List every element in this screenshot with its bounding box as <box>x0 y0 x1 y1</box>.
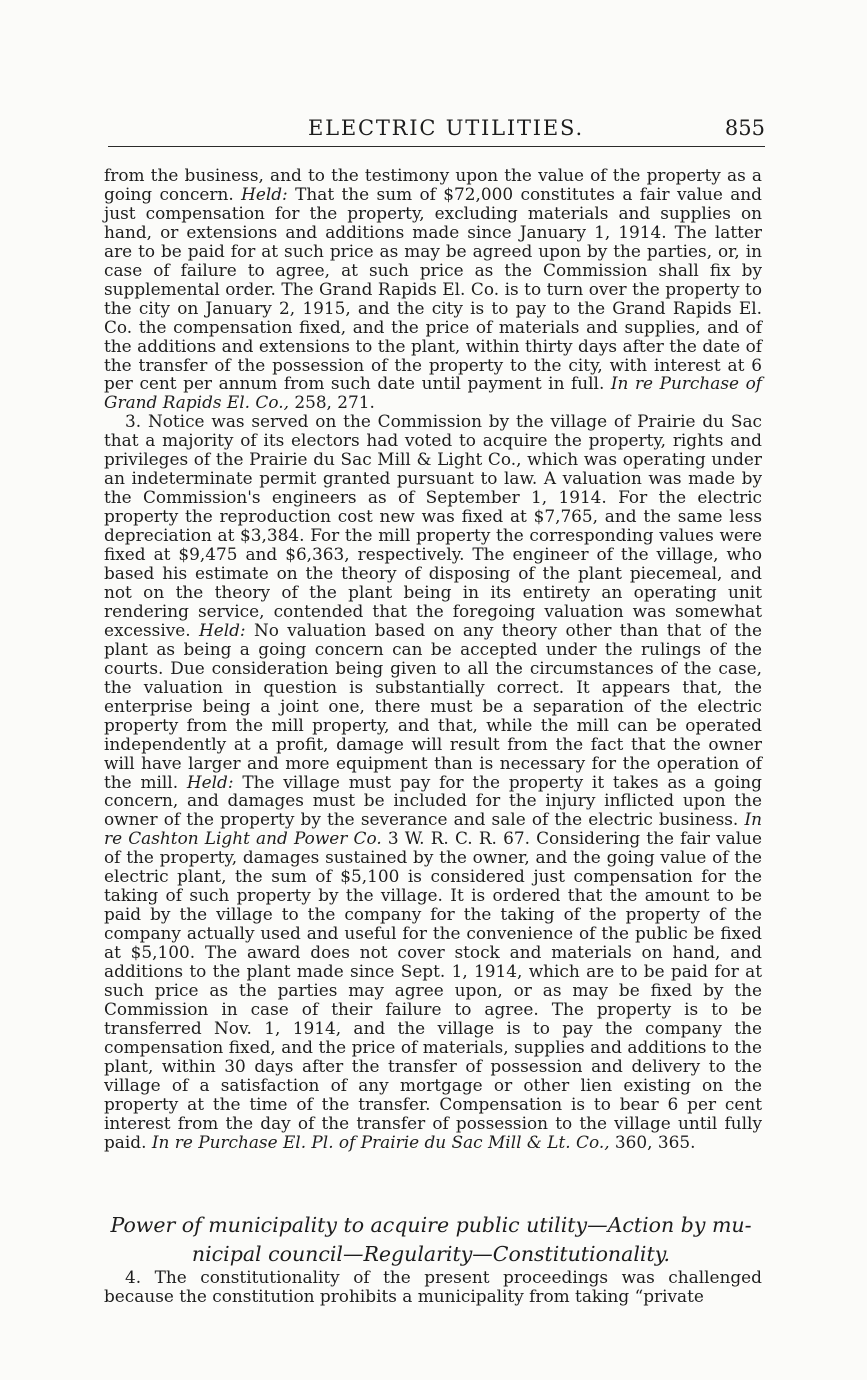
paragraph-prairie-du-sac: 3. Notice was served on the Commission by the village of Prairie du Sac that a majority of its electors had voted to acquire the property, rights and privileges of the Prairie du Sac Mill & Light Co., which was operating under an indeterminate permit granted pursuant to law. A valuation was made by the Commission's engineers as of September 1, 1914. For the electric property the reproduction cost new was fixed at $7,765, and the same less depreciation at $3,384. For the mill property the corresponding values were fixed at $9,475 and $6,363, respectively. The engineer of the village, who based his estimate on the theory of disposing of the plant piecemeal, and not on the theory of the plant being in its entirety an operating unit rendering service, contended that the foregoing valuation was somewhat excessive. Held: No valuation based on any theory other than that of the plant as being a going concern can be accepted under the rulings of the courts. Due consideration being given to all the circumstances of the case, the valuation in question is substantially correct. It appears that, the enterprise being a joint one, there must be a separation of the electric property from the mill property, and that, while the mill can be operated independently at a profit, damage will result from the fact that the owner will have larger and more equipment than is necessary for the operation of the mill. Held: The village must pay for the property it takes as a going concern, and damages must be included for the injury inflicted upon the owner of the property by the severance and sale of the electric business. In re Cashton Light and Power Co. 3 W. R. C. R. 67. Considering the fair value of the property, damages sustained by the owner, and the going value of the electric plant, the sum of $5,100 is considered just compensation for the taking of such property by the village. It is ordered that the amount to be paid by the village to the company for the taking of the property of the company actually used and useful for the convenience of the public be fixed at $5,100. The award does not cover stock and materials on hand, and additions to the plant made since Sept. 1, 1914, which are to be paid for at such price as the parties may agree upon, or as may be fixed by the Commission in case of their failure to agree. The property is to be transferred Nov. 1, 1914, and the village is to pay the company the compensation fixed, and the price of materials, supplies and additions to the plant, within 30 days after the transfer of possession and delivery to the village of a satisfaction of any mortgage or other lien existing on the property at the time of the transfer. Compensation is to bear 6 per cent interest from the day of the transfer of possession to the village until fully paid. In re Purchase El. Pl. of Prairie du Sac Mill & Lt. Co., 360, 365. <box>104 411 762 1152</box>
running-title: ELECTRIC UTILITIES. <box>308 116 584 140</box>
page-number: 855 <box>724 116 765 140</box>
paragraph-constitutionality: 4. The constitutionality of the present proceedings was challenged because the constitution prohibits a municipality from taking “private <box>104 1267 762 1306</box>
body-text-continued <box>104 1268 762 1306</box>
held-label: Held: <box>241 183 288 204</box>
held-label: Held: <box>198 619 246 640</box>
case-citation: In re Cashton Light and Power Co. <box>104 809 762 849</box>
case-citation: In re Purchase of Grand Rapids El. Co., <box>104 373 762 413</box>
section-heading <box>100 1211 762 1269</box>
section-heading-line: nicipal council—Regularity—Constitutionality. <box>191 1242 671 1266</box>
case-citation: In re Purchase El. Pl. of Prairie du Sac Mill & Lt. Co., <box>151 1131 610 1152</box>
body-text <box>104 166 762 1152</box>
held-label: Held: <box>186 771 234 792</box>
paragraph-grand-rapids: from the business, and to the testimony upon the value of the property as a going concern. Held: That the sum of $72,000 constitutes a fair value and just compensation for the property, excluding materials and supplies on hand, or extensions and additions made since January 1, 1914. The latter are to be paid for at such price as may be agreed upon by the parties, or, in case of failure to agree, at such price as the Commission shall fix by supplemental order. The Grand Rapids El. Co. is to turn over the property to the city on January 2, 1915, and the city is to pay to the Grand Rapids El. Co. the compensation fixed, and the price of materials and supplies, and of the additions and extensions to the plant, within thirty days after the date of the transfer of the possession of the property to the city, with interest at 6 per cent per annum from such date until payment in full. In re Purchase of Grand Rapids El. Co., 258, 271. <box>104 165 762 413</box>
running-head <box>108 112 765 147</box>
section-heading-line: Power of municipality to acquire public utility—Action by mu- <box>110 1213 752 1237</box>
